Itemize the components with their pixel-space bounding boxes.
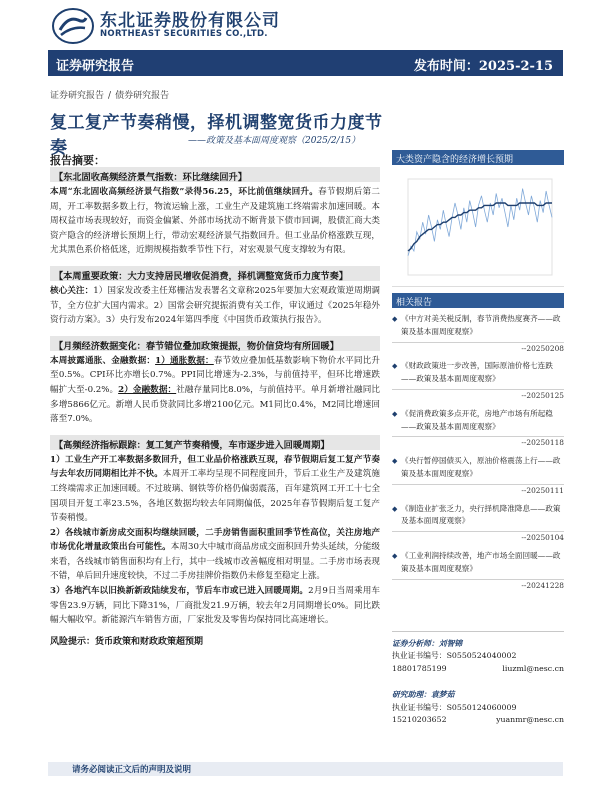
paragraph-lead: 1）工业生产开工率数据多数回升，但工业品价格涨跌互现，春节假期后复工复产节奏与去年农历同期相比并不快。 [50,454,380,480]
section-heading: 【月频经济数据变化：春节错位叠加政策提振，物价信贷均有所回暖】 [50,336,380,351]
page-title: 复工复产节奏稍慢，择机调整宽货币力度节奏 [50,113,383,158]
brand-name-en: NORTHEAST SECURITIES CO.,LTD. [100,29,268,39]
report-date: --20250208 [521,343,564,353]
section-paragraph [50,526,380,584]
analyst-block [392,689,564,726]
analyst-role: 证券分析师：刘智锦 [392,639,463,648]
risk-warning: 风险提示：货币政策和财政政策超预期 [50,636,204,647]
related-reports-list [392,313,564,592]
report-title[interactable]: ◆ 《促消费政策多点开花，房地产市场有所起稳——政策及基本面周度观察》 [392,408,564,434]
paragraph-text: 2月9日当周乘用车零售23.9万辆，同比下降31%，厂商批发21.9万辆，较去年2月同期增长0%。同比跌幅大幅收窄。新能源汽车销售方面，厂家批发及零售均保持同比高速增长。 [50,586,380,626]
report-date: --20250118 [521,438,564,448]
report-title[interactable]: ◆ 《中方对美关税反制，春节消费热度赛齐——政策及基本面周度观察》 [392,313,564,339]
paragraph-lead: 核心关注： [50,285,94,296]
summary-body [50,167,380,647]
analyst-block [392,638,564,675]
company-logo [52,8,94,44]
report-date: --20241228 [521,580,564,590]
related-reports-heading: 相关报告 [392,293,564,308]
report-date: --20250104 [521,533,564,543]
paragraph-text: 1）国家发改委主任郑栅洁发表署名文章称2025年要加大宏观政策逆周期调节，全方位扩大国内需求。2）国常会研究提振消费有关工作，审议通过《2025年稳外资行动方案》。3）央行发布2024年第四季度《中国货币政策执行报告》。 [50,285,380,326]
report-title[interactable]: ◆ 《制造业扩张乏力，央行择机降准降息——政策及基本面周度观察》 [392,503,564,529]
section-paragraph [50,185,380,258]
related-report-item[interactable] [392,408,564,450]
paragraph-lead: 2）各线城市新房成交面积均继续回暖，二手房销售面积重回季节性高位，关注房地产市场优化增量政策出台可能性。 [50,527,380,553]
finance-tag: 2）金融数据： [118,384,177,395]
chart-heading: 大类资产隐含的经济增长预期 [392,150,564,165]
analyst-phone: 18801785199 [392,663,447,673]
report-date: --20250111 [521,485,564,495]
related-report-item[interactable] [392,550,564,592]
analyst-role: 研究助理：袁梦茹 [392,690,455,700]
related-report-item[interactable] [392,360,564,402]
report-title[interactable]: ◆ 《央行暂停国债买入，原油价格震荡上行——政策及基本面周度观察》 [392,455,564,481]
related-report-item[interactable] [392,455,564,497]
breadcrumb-item[interactable]: 债券研究报告 [115,91,170,101]
disclaimer-footer[interactable]: 请务必阅读正文后的声明及说明 [72,765,192,775]
report-type-label: 证券研究报告 [56,59,135,74]
report-date: --20250125 [521,390,564,400]
paragraph-lead: 3）各地汽车以旧换新新政陆续发布，节后车市或已进入回暖周期。 [50,586,309,597]
section-heading: 【东北固收高频经济景气指数：环比继续回升】 [50,167,380,182]
section-heading: 【高频经济指标跟踪：复工复产节奏稍慢，车市逐步进入回暖周期】 [50,435,380,450]
report-title[interactable]: ◆ 《工业利润持续改善，地产市场全面回暖——政策及基本面周度观察》 [392,550,564,576]
analyst-phone: 15210203652 [392,715,447,725]
paragraph-text: 本周30大中城市商品房成交面积回升势头延续，分能级来看，各线城市销售面积均有上行，其中一线城市改善幅度相对明显。二手房市场表现不错，单后回升速度较快，不过二手房挂牌价指数仍未修复至稳定上涨。 [50,542,380,582]
summary-label: 报告摘要： [50,154,105,167]
section-paragraph [50,453,380,526]
paragraph-text: 本周开工率均呈现不同程度回升，节后工业生产及建筑施工终端需求正加速回暖。不过玻璃、钢铁等价格仍偏弱震荡，百年建筑网工开工十七全国项目开复工率23.5%，各地区数据均较去年同期偏低，2025年春节假期后复工复产节奏稍慢。 [50,469,380,524]
analyst-email[interactable]: yuanmr@nesc.cn [496,715,564,725]
paragraph-lead: 本周“东北固收高频经济景气指数”录得56.25，环比前值继续回升。 [50,187,319,197]
section-paragraph [50,584,380,628]
inflation-tag: 1）通胀数据： [155,355,214,366]
section-heading: 【本周重要政策：大力支持居民增收促消费，择机调整宽货币力度节奏】 [50,266,380,281]
chart-plot-frame [408,179,552,275]
paragraph-text: 春节假期后第二周，开工率数据多数上行，物流运输上涨，工业生产及建筑施工终端需求加速回暖。本周权益市场表现较好，而资金偏紧、外部市场扰动不断背景下债市回调，股债汇商大类资产隐含的经济增长预期上行，带动宏观经济景气指数回升。但工业品价格涨跌互现，尤其黑色系价格低迷，近期规模指数季节性下行，对宏观景气度支撑较为有限。 [50,187,380,256]
publish-date: 发布时间：2025-2-15 [413,59,553,74]
related-report-item[interactable] [392,503,564,545]
growth-expectation-chart [392,165,564,287]
section-paragraph [50,354,380,427]
paragraph-lead: 本周披露通胀、金融数据： [50,355,156,366]
paragraph-text: 社融存量同比8.0%，与前值持平。单月新增社融同比多增5866亿元。新增人民币贷款同比多增2100亿元。M1同比0.4%，M2同比增速回落至7.0%。 [50,384,380,425]
chart-series-line-1 [408,189,552,256]
sidebar [392,150,564,592]
breadcrumb-item[interactable]: 证券研究报告 [50,91,105,101]
analyst-info [392,631,564,740]
page-subtitle: ——政策及基本面周度观察（2025/2/15） [188,136,361,146]
brand-name-cn: 东北证券股份有限公司 [100,11,280,31]
chart-series-line-2 [408,203,552,251]
related-report-item[interactable] [392,313,564,355]
breadcrumb-separator: / [108,91,112,101]
section-paragraph [50,284,380,328]
breadcrumb [50,88,169,101]
chart-svg [392,165,564,287]
analyst-cert: 执业证书编号：S0550524040002 [392,651,517,661]
analyst-email[interactable]: liuzml@nesc.cn [502,663,564,673]
report-banner [48,50,563,76]
report-title[interactable]: ◆ 《财政政策进一步改善，国际原油价格七连跌——政策及基本面周度观察》 [392,360,564,386]
paragraph-text: 春节效应叠加低基数影响下物价水平同比升至0.5%。CPI环比亦增长0.7%。PPI同比增速为-2.3%，与前值持平，但环比增速跌幅扩大至-0.2%。 [50,355,380,395]
analyst-cert: 执业证书编号：S0550124060009 [392,702,517,712]
